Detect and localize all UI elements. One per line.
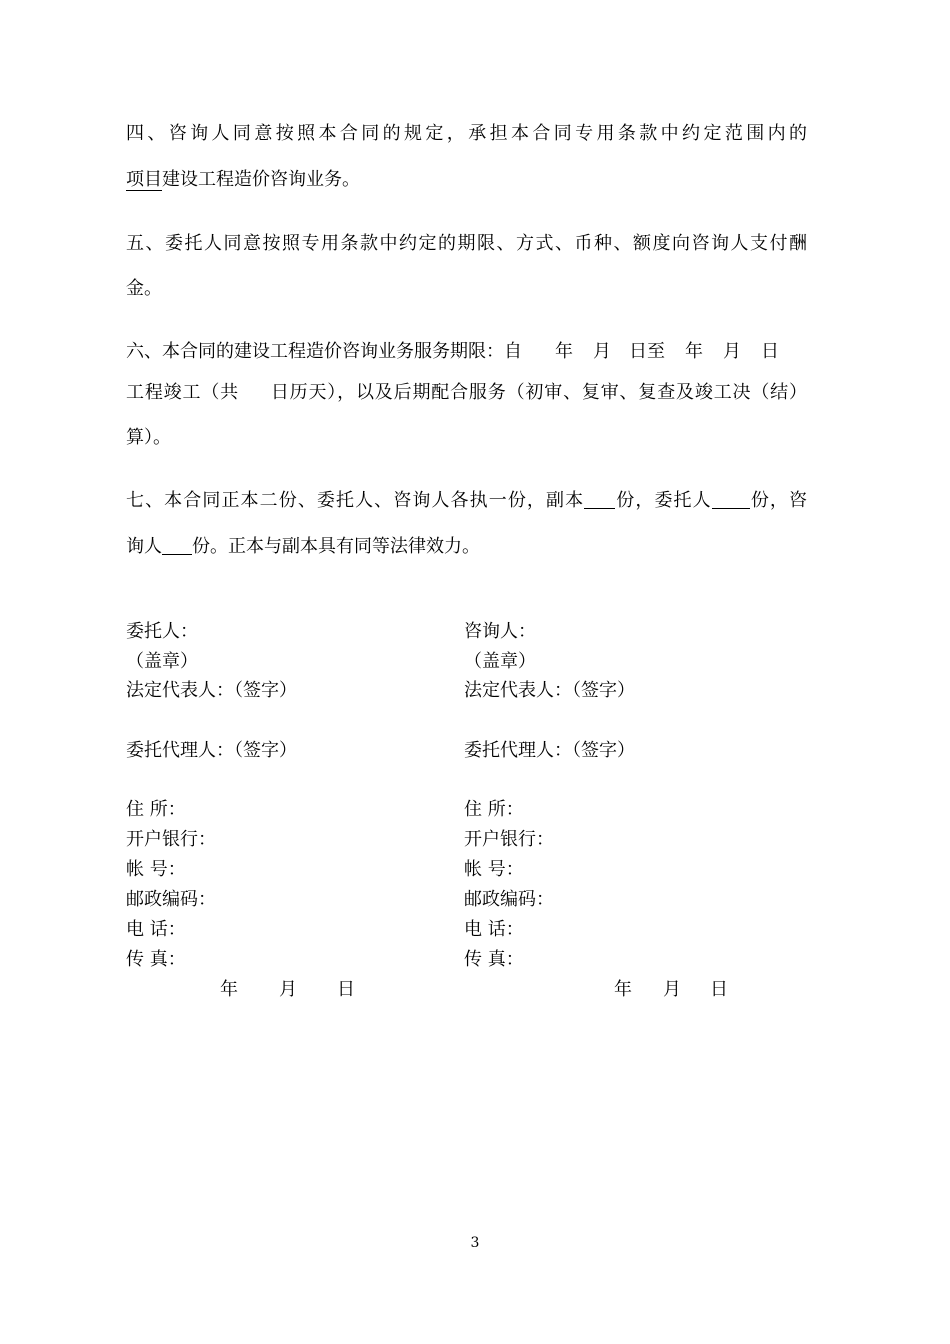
clause-4-line-1: 四、咨询人同意按照本合同的规定，承担本合同专用条款中约定范围内的 xyxy=(126,123,807,144)
client-seal-label: （盖章） xyxy=(126,651,198,672)
clause-6-duration-prefix: 工程竣工（共 xyxy=(126,382,239,403)
client-date-year: 年 xyxy=(220,979,238,1000)
clause-7-text-a: 七、本合同正本二份、委托人、咨询人各执一份，副本 xyxy=(126,490,585,511)
consultant-phone-label: 电 话： xyxy=(464,919,524,940)
clause-7-text-c: 份，咨 xyxy=(749,490,808,511)
client-phone-label: 电 话： xyxy=(126,919,186,940)
clause-7-text-d: 询人 xyxy=(126,536,162,557)
clause-6-month-1: 月 xyxy=(593,341,611,362)
consultant-date-day: 日 xyxy=(710,979,728,1000)
clause-7-line-1 xyxy=(126,489,807,513)
consultant-bank-label: 开户银行： xyxy=(464,829,554,850)
consultant-agent-label: 委托代理人：（签字） xyxy=(464,740,635,761)
clause-6-line-2 xyxy=(126,381,807,405)
client-party-label: 委托人： xyxy=(126,621,198,642)
clause-6-year-2: 年 xyxy=(685,341,703,362)
client-fax-label: 传 真： xyxy=(126,949,186,970)
client-account-label: 帐 号： xyxy=(126,859,186,880)
consultant-legal-rep-label: 法定代表人：（签字） xyxy=(464,680,635,701)
clause-4-line-2-text: 建设工程造价咨询业务。 xyxy=(162,169,360,190)
clause-7-text-e: 份。正本与副本具有同等法律效力。 xyxy=(192,536,480,557)
clause-6-line-1 xyxy=(126,340,779,364)
clause-6-term-prefix: 六、本合同的建设工程造价咨询业务服务期限：自 xyxy=(126,341,522,362)
clause-6-day-2: 日 xyxy=(761,341,779,362)
clause-4-line-2 xyxy=(126,168,360,192)
consultant-postcode-label: 邮政编码： xyxy=(464,889,554,910)
consultant-copies-blank-field[interactable] xyxy=(162,536,192,555)
clause-5-line-1: 五、委托人同意按照专用条款中约定的期限、方式、币种、额度向咨询人支付酬 xyxy=(126,233,807,254)
clause-6-month-2: 月 xyxy=(723,341,741,362)
clause-6-line-3: 算）。 xyxy=(126,427,171,448)
client-date-month: 月 xyxy=(279,979,297,1000)
copies-blank-field[interactable] xyxy=(584,490,615,509)
consultant-seal-label: （盖章） xyxy=(464,651,536,672)
client-bank-label: 开户银行： xyxy=(126,829,216,850)
clause-5-line-2: 金。 xyxy=(126,278,162,299)
client-address-label: 住 所： xyxy=(126,799,186,820)
client-copies-blank-field[interactable] xyxy=(712,490,750,509)
consultant-party-label: 咨询人： xyxy=(464,621,536,642)
clause-6-day-to: 日至 xyxy=(629,341,665,362)
page-number: 3 xyxy=(470,1235,480,1251)
consultant-account-label: 帐 号： xyxy=(464,859,524,880)
consultant-date-month: 月 xyxy=(663,979,681,1000)
client-date-day: 日 xyxy=(337,979,355,1000)
client-postcode-label: 邮政编码： xyxy=(126,889,216,910)
consultant-date-year: 年 xyxy=(614,979,632,1000)
consultant-fax-label: 传 真： xyxy=(464,949,524,970)
clause-6-year-1: 年 xyxy=(555,341,573,362)
client-legal-rep-label: 法定代表人：（签字） xyxy=(126,680,297,701)
clause-7-text-b: 份，委托人 xyxy=(615,490,712,511)
clause-4-underlined-word: 项目 xyxy=(126,169,162,190)
clause-6-duration-suffix: 日历天），以及后期配合服务（初审、复审、复查及竣工决（结） xyxy=(269,382,808,403)
client-agent-label: 委托代理人：（签字） xyxy=(126,740,297,761)
consultant-address-label: 住 所： xyxy=(464,799,524,820)
clause-7-line-2 xyxy=(126,535,480,559)
